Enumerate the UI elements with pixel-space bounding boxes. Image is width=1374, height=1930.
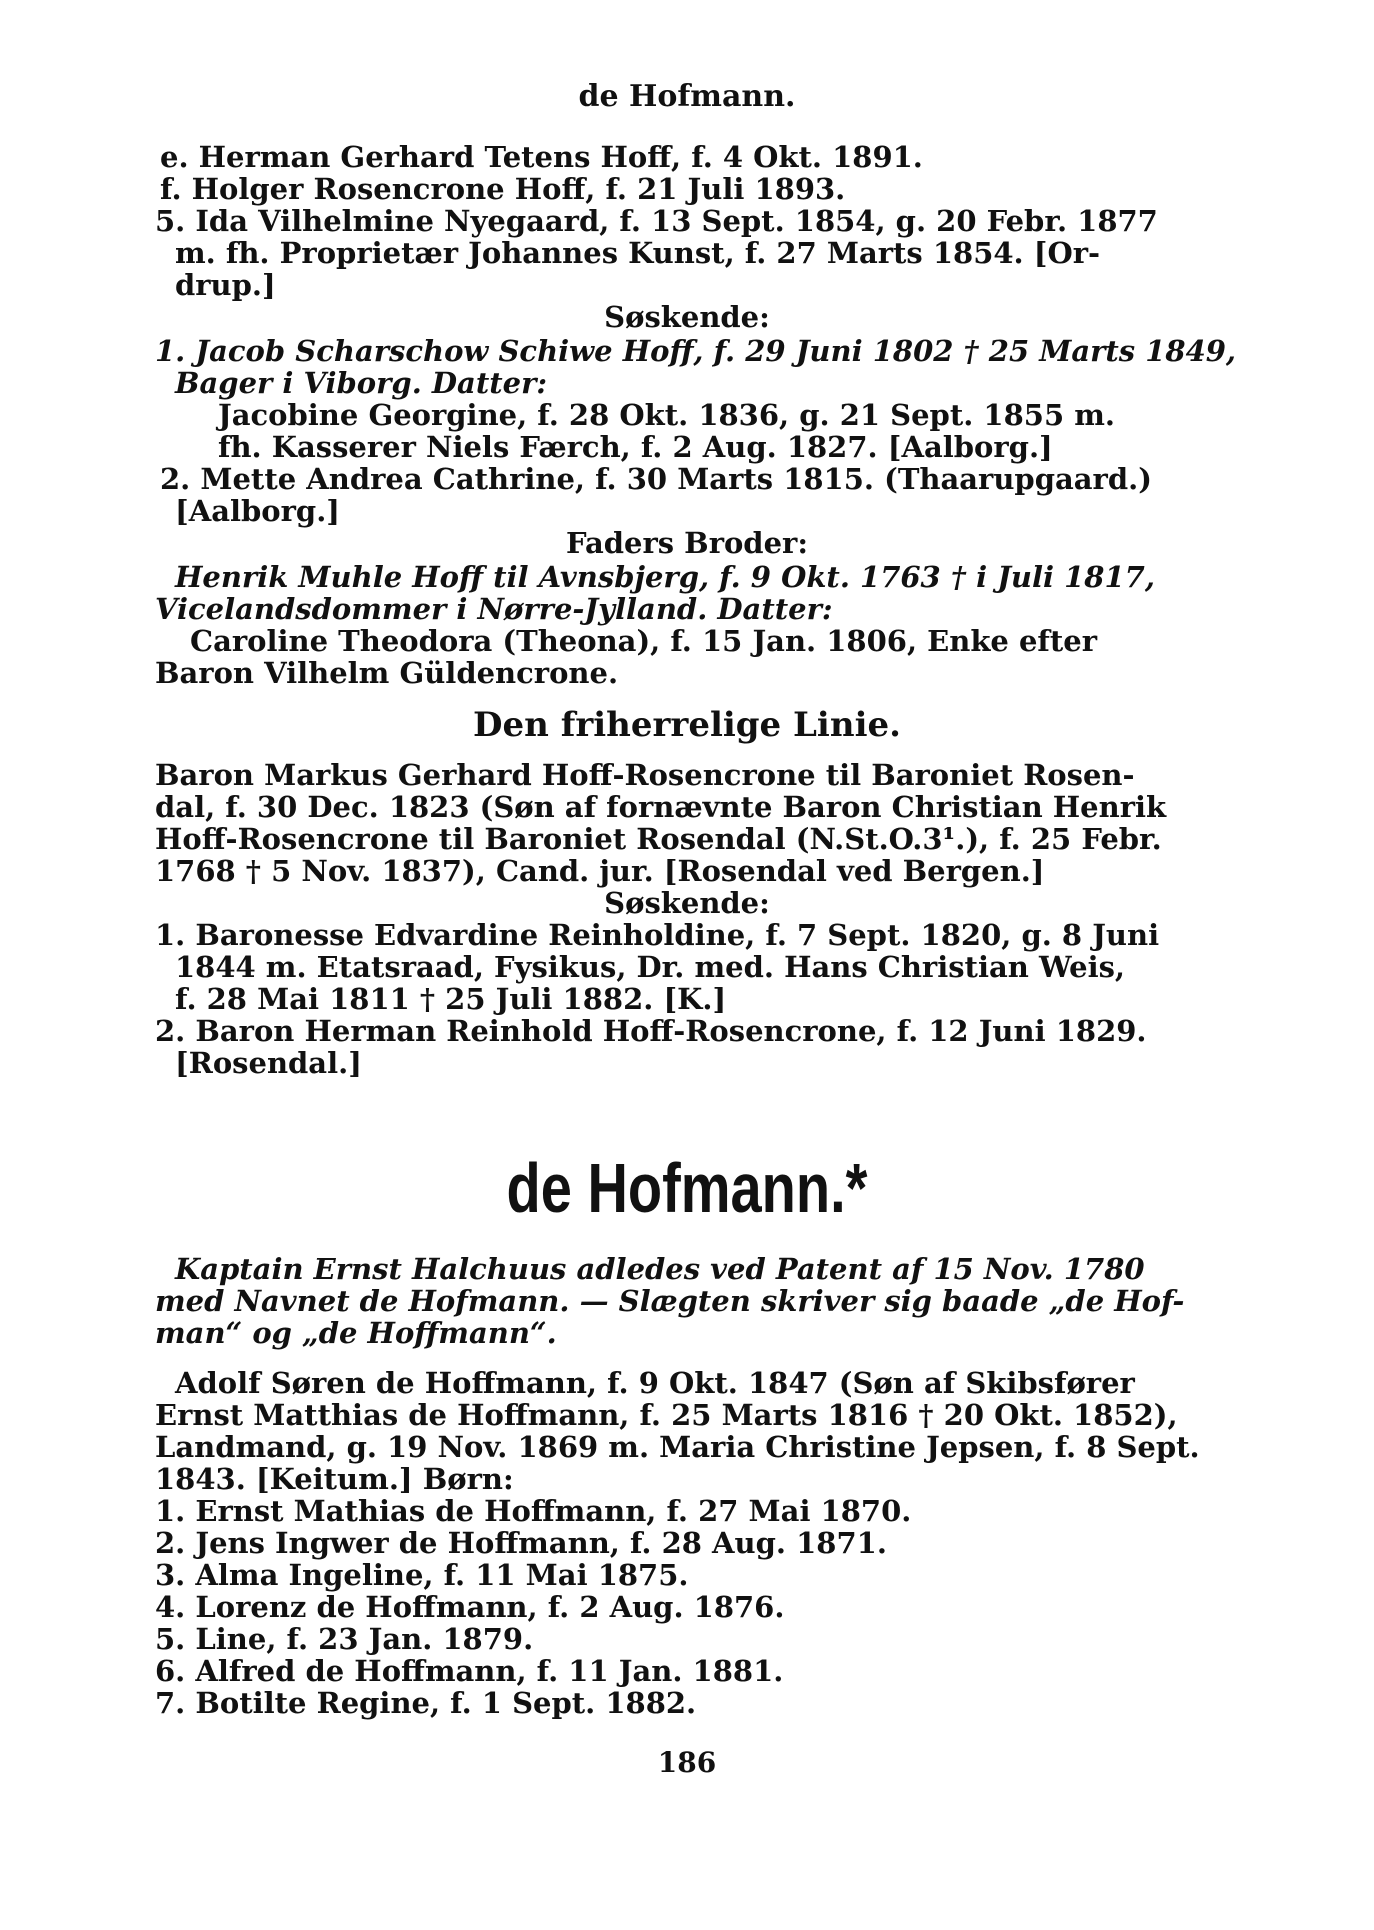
text-line: 2. Mette Andrea Cathrine, f. 30 Marts 1815. (Thaarupgaard.) — [160, 462, 1152, 496]
text-line: [Rosendal.] — [175, 1046, 362, 1080]
text-line: Vicelandsdommer i Nørre-Jylland. Datter: — [155, 592, 833, 626]
text-line: Ernst Matthias de Hoffmann, f. 25 Marts 1816 † 20 Okt. 1852), — [155, 1398, 1178, 1432]
text-line: 5. Ida Vilhelmine Nyegaard, f. 13 Sept. 1854, g. 20 Febr. 1877 — [155, 204, 1158, 238]
text-line: Kaptain Ernst Halchuus adledes ved Patent af 15 Nov. 1780 — [175, 1252, 1145, 1286]
text-line: 1768 † 5 Nov. 1837), Cand. jur. [Rosendal ved Bergen.] — [155, 854, 1045, 888]
text-line: Adolf Søren de Hoffmann, f. 9 Okt. 1847 (Søn af Skibsfører — [175, 1366, 1135, 1400]
siblings-heading: Søskende: — [604, 300, 770, 334]
text-line: f. Holger Rosencrone Hoff, f. 21 Juli 1893. — [160, 172, 846, 206]
text-line: man“ og „de Hoffmann“. — [155, 1316, 557, 1350]
text-line: Landmand, g. 19 Nov. 1869 m. Maria Christine Jepsen, f. 8 Sept. — [155, 1430, 1200, 1464]
text-line: 1843. [Keitum.] Børn: — [155, 1462, 514, 1496]
list-item: 4. Lorenz de Hoffmann, f. 2 Aug. 1876. — [155, 1590, 785, 1624]
list-item: 7. Botilte Regine, f. 1 Sept. 1882. — [155, 1686, 697, 1720]
section-heading: Den friherrelige Linie. — [473, 705, 901, 745]
list-item: 1. Ernst Mathias de Hoffmann, f. 27 Mai 1870. — [155, 1494, 912, 1528]
text-line: 1844 m. Etatsraad, Fysikus, Dr. med. Hans Christian Weis, — [175, 950, 1126, 984]
running-header: de Hofmann. — [578, 79, 796, 114]
list-item: 2. Jens Ingwer de Hoffmann, f. 28 Aug. 1871. — [155, 1526, 887, 1560]
list-item: 6. Alfred de Hoffmann, f. 11 Jan. 1881. — [155, 1654, 784, 1688]
text-line: Baron Markus Gerhard Hoff-Rosencrone til Baroniet Rosen- — [155, 758, 1135, 792]
text-line: fh. Kasserer Niels Færch, f. 2 Aug. 1827. [Aalborg.] — [218, 430, 1053, 464]
list-item: 5. Line, f. 23 Jan. 1879. — [155, 1622, 534, 1656]
text-line: Caroline Theodora (Theona), f. 15 Jan. 1806, Enke efter — [190, 624, 1098, 658]
text-line: e. Herman Gerhard Tetens Hoff, f. 4 Okt. 1891. — [160, 140, 923, 174]
page-number: 186 — [657, 1746, 717, 1779]
text-line: [Aalborg.] — [175, 494, 341, 528]
text-line: med Navnet de Hofmann. — Slægten skriver sig baade „de Hof- — [155, 1284, 1185, 1318]
text-line: Bager i Viborg. Datter: — [175, 366, 548, 400]
text-line: 1. Baronesse Edvardine Reinholdine, f. 7 Sept. 1820, g. 8 Juni — [155, 918, 1160, 952]
text-line: Jacobine Georgine, f. 28 Okt. 1836, g. 21 Sept. 1855 m. — [218, 398, 1116, 432]
text-line: drup.] — [175, 268, 276, 302]
text-line: f. 28 Mai 1811 † 25 Juli 1882. [K.] — [175, 982, 727, 1016]
list-item: 3. Alma Ingeline, f. 11 Mai 1875. — [155, 1558, 689, 1592]
text-line: Henrik Muhle Hoff til Avnsbjerg, f. 9 Okt. 1763 † i Juli 1817, — [175, 560, 1155, 594]
text-line: 2. Baron Herman Reinhold Hoff-Rosencrone, f. 12 Juni 1829. — [155, 1014, 1147, 1048]
siblings-heading: Søskende: — [604, 886, 770, 920]
text-line: 1. Jacob Scharschow Schiwe Hoff, f. 29 Juni 1802 † 25 Marts 1849, — [155, 334, 1237, 368]
text-line: dal, f. 30 Dec. 1823 (Søn af fornævnte Baron Christian Henrik — [155, 790, 1167, 824]
text-line: m. fh. Proprietær Johannes Kunst, f. 27 Marts 1854. [Or- — [175, 236, 1101, 270]
text-line: Baron Vilhelm Güldencrone. — [155, 656, 619, 690]
fathers-brother-heading: Faders Broder: — [565, 526, 809, 560]
family-title: de Hofmann.* — [506, 1149, 868, 1227]
text-line: Hoff-Rosencrone til Baroniet Rosendal (N.St.O.3¹.), f. 25 Febr. — [155, 822, 1162, 856]
